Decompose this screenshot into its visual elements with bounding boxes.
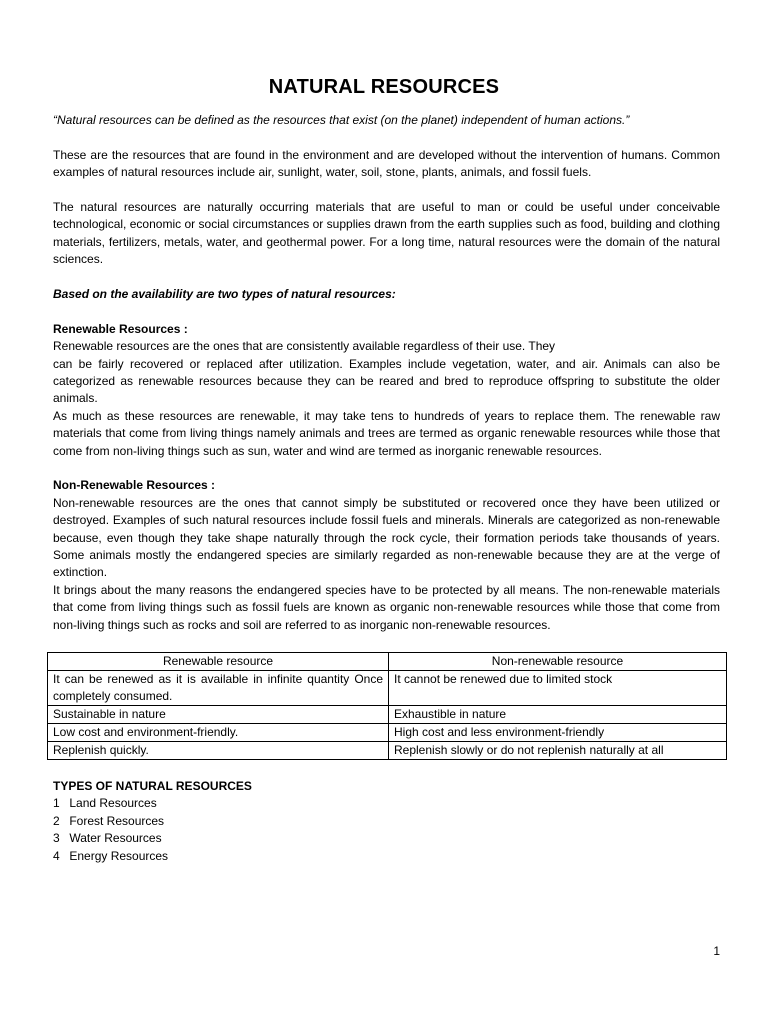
list-item-label: Water Resources — [69, 831, 162, 846]
types-list — [53, 795, 252, 865]
types-section — [53, 778, 252, 865]
table-row — [48, 671, 727, 706]
list-item-label: Forest Resources — [69, 813, 165, 828]
list-item-label: Land Resources — [69, 796, 157, 811]
comparison-table — [47, 652, 727, 760]
table-cell: Exhaustible in nature — [389, 706, 727, 724]
renewable-line-1: Renewable resources are the ones that are consistently available regardless of their use. They — [53, 339, 556, 354]
renewable-heading: Renewable Resources : — [53, 321, 188, 336]
list-item — [53, 848, 252, 865]
spacer — [53, 460, 720, 477]
intro-paragraph: These are the resources that are found in the environment and are developed without the intervention of humans. Common examples of natural resources include air, sunlight, water, soil, stone, plants, animals, and fossil fuels. — [53, 147, 720, 180]
table-cell: High cost and less environment-friendly — [389, 724, 727, 742]
description-paragraph: The natural resources are naturally occurring materials that are useful to man or could be useful under conceivable technological, economic or social circumstances or supplies drawn from the earth supplies such as food, building and clothing materials, fertilizers, metals, water, and geothermal power. For a long time, natural resources were the domain of the natural sciences. — [53, 200, 720, 267]
spacer — [53, 182, 720, 199]
page-title: NATURAL RESOURCES — [268, 76, 500, 98]
spacer — [53, 129, 720, 146]
list-item-number: 2 — [53, 813, 60, 828]
list-item — [53, 830, 252, 847]
renewable-line-3: As much as these resources are renewable, it may take tens to hundreds of years to replace them. The renewable raw materials that come from living things namely animals and trees are termed as organic renewable resources while those that come from non-living things such as sun, water and wind are termed as inorganic renewable resources. — [53, 408, 720, 458]
table-cell: Replenish quickly. — [48, 742, 389, 760]
table-cell: Sustainable in nature — [48, 706, 389, 724]
spacer — [53, 303, 720, 320]
list-item — [53, 813, 252, 830]
page-number: 1 — [713, 944, 720, 958]
table-header-nonrenewable: Non-renewable resource — [389, 653, 727, 671]
table-cell: Replenish slowly or do not replenish naturally at all — [389, 742, 727, 760]
table-header-renewable: Renewable resource — [48, 653, 389, 671]
list-item-number: 3 — [53, 831, 60, 846]
renewable-line-2: can be fairly recovered or replaced after utilization. Examples include vegetation, water, and air. Animals can also be categorized as renewable resources because they can be reared and bred to reproduce offspring to substitute the older animals. — [53, 356, 720, 406]
spacer — [53, 269, 720, 286]
list-item — [53, 795, 252, 812]
table-cell: It cannot be renewed due to limited stock — [389, 671, 727, 706]
table-row — [48, 742, 727, 760]
table-row — [48, 706, 727, 724]
nonrenewable-heading: Non-Renewable Resources : — [53, 478, 216, 493]
definition-quote: “Natural resources can be defined as the resources that exist (on the planet) independent of human actions.” — [53, 113, 630, 127]
list-item-number: 4 — [53, 848, 60, 863]
nonrenewable-paragraph-1: Non-renewable resources are the ones that cannot simply be substituted or recovered once they have been utilized or destroyed. Examples of such natural resources include fossil fuels and minerals. Minerals are categorized as non-renewable because, even though they take shape naturally through the rock cycle, their formation periods take thousands of years. Some animals mostly the endangered species are similarly regarded as non-renewable because they are at the verge of extinction. — [53, 495, 720, 580]
table-header-row — [48, 653, 727, 671]
body-content — [53, 112, 720, 634]
table-row — [48, 724, 727, 742]
types-heading: TYPES OF NATURAL RESOURCES — [53, 779, 252, 793]
table-cell: Low cost and environment-friendly. — [48, 724, 389, 742]
list-item-label: Energy Resources — [69, 848, 169, 863]
table-cell: It can be renewed as it is available in infinite quantity Once completely consumed. — [48, 671, 389, 706]
nonrenewable-paragraph-2: It brings about the many reasons the endangered species have to be protected by all means. The non-renewable materials that come from living things such as fossil fuels are known as organic non-renewable resources while those that come from non-living things such as rocks and soil are referred to as inorganic non-renewable resources. — [53, 582, 720, 632]
list-item-number: 1 — [53, 796, 60, 811]
availability-heading: Based on the availability are two types of natural resources: — [53, 287, 396, 302]
